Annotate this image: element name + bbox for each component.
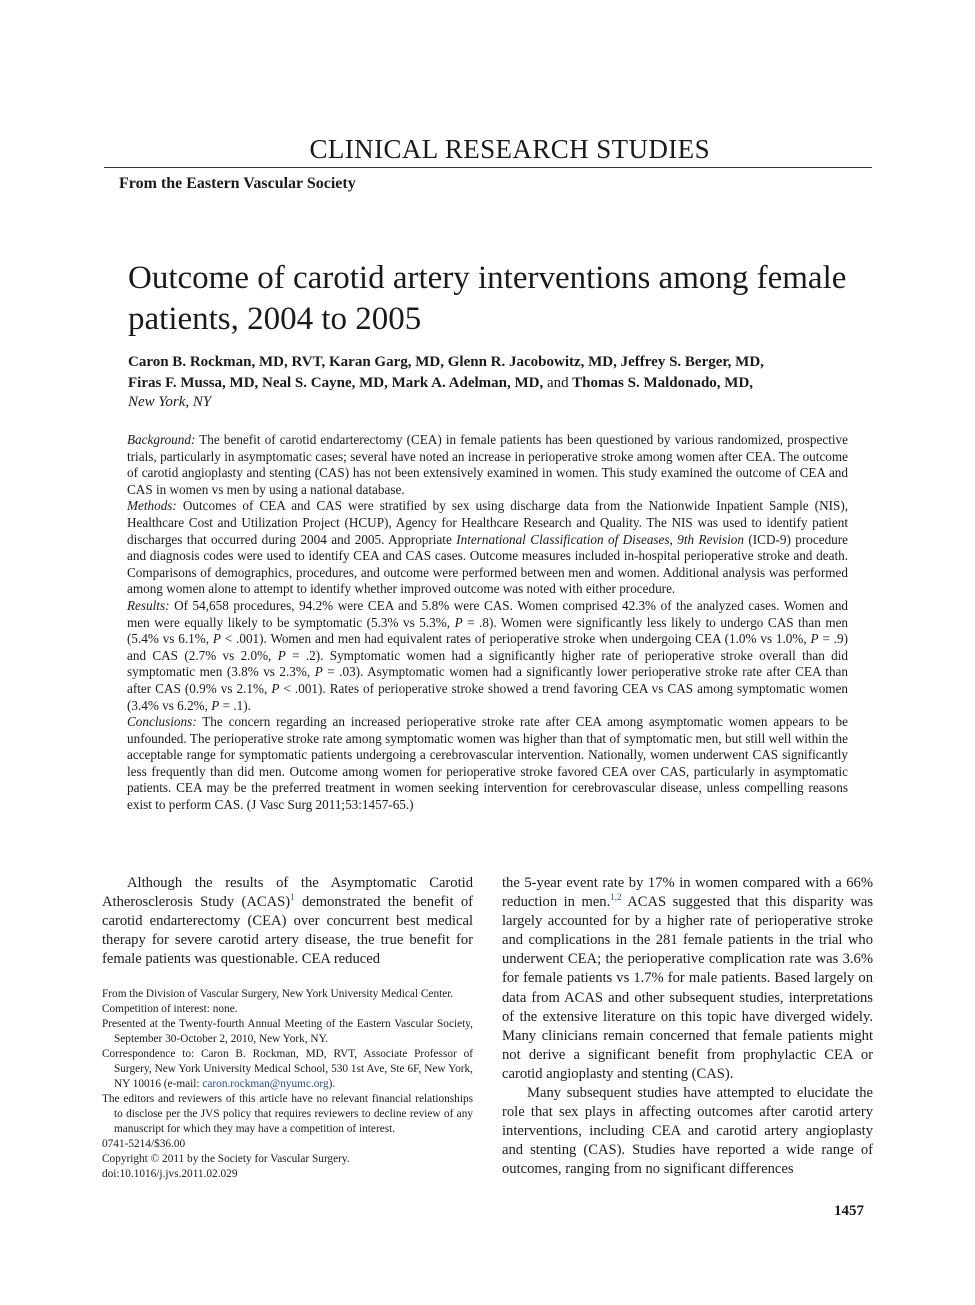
footnote-issn: 0741-5214/$36.00 xyxy=(102,1138,186,1150)
results-text-7: < .001). Rates of perioperative stroke showed a trend favoring CEA vs CAS among symptomatic women (3.4% vs 6.2%, xyxy=(127,680,849,713)
reference-link[interactable]: 1 xyxy=(290,892,295,903)
methods-text-a: Outcomes of CEA and CAS were stratified by sex using discharge data from the Nationwide Inpatient Sample (NIS), Healthcare Cost and Utilization Project (HCUP), Agency for Healthcare Research and Quality. The NIS was used to identify patient discharges that occurred during 2004 and 2005. Appropriate xyxy=(127,498,849,547)
footnote-presented: Presented at the Twenty-fourth Annual Meeting of the Eastern Vascular Society, September 30-October 2, 2010, New York, NY. xyxy=(102,1018,473,1045)
reference-link[interactable]: 1,2 xyxy=(610,892,622,903)
body-paragraph xyxy=(502,874,873,1084)
authors-line-3: Thomas S. Maldonado, MD, xyxy=(572,374,754,391)
conclusions-text: The concern regarding an increased perioperative stroke rate after CEA among asymptomatic women appears to be unfounded. The perioperative stroke rate among symptomatic women was higher than that of symptomatic men, but still well within the acceptable range for symptomatic patients undergoing a cerebrovascular intervention. Nationally, women underwent CAS significantly less frequently than did men. Outcome among women for perioperative stroke favored CEA over CAS, particularly in asymptomatic patients. CEA may be the preferred treatment in women seeking intervention for cerebrovascular disease, unless compelling reasons exist to perform CAS. xyxy=(127,714,848,813)
results-text-5: = .2). Symptomatic women had a significantly higher rate of perioperative stroke overall than did symptomatic men (3.8% vs 2.3%, xyxy=(127,647,849,680)
author-location: New York, NY xyxy=(128,394,212,410)
p-symbol: P xyxy=(454,614,463,630)
p-symbol: P xyxy=(271,680,280,696)
footnotes xyxy=(102,987,473,1182)
authors-line-1: Caron B. Rockman, MD, RVT, Karan Garg, MD, Glenn R. Jacobowitz, MD, Jeffrey S. Berger, MD, xyxy=(128,354,764,370)
body-text: ACAS suggested that this disparity was largely accounted for by a higher rate of perioperative stroke and complications in the 281 female patients in the trial who underwent CEA; the perioperative complication rate was 3.6% for female patients vs 1.7% for male patients. Based largely on data from ACAS and other subsequent studies, interpretations of the extensive literature on this topic have diverged widely. Many clinicians remain concerned that female patients might not derive a significant benefit from prophylactic CEA or carotid angioplasty and stenting (CAS). xyxy=(502,894,874,1082)
society-label: From the Eastern Vascular Society xyxy=(119,175,356,192)
body-text: demonstrated the benefit of carotid endarterectomy (CEA) over concurrent best medical therapy for severe carotid artery disease, the true benefit for female patients was questionable. CEA reduced xyxy=(102,894,473,967)
authors-and: and xyxy=(547,374,569,391)
author-list xyxy=(128,352,848,393)
conclusions-label: Conclusions: xyxy=(127,714,197,730)
article-title: Outcome of carotid artery interventions among female patients, 2004 to 2005 xyxy=(128,260,847,337)
footnote-editors: The editors and reviewers of this article have no relevant financial relationships to disclose per the JVS policy that requires reviewers to decline review of any manuscript for which they may have a competition of interest. xyxy=(102,1093,473,1135)
abstract-background xyxy=(127,432,848,498)
footnote-affiliation: From the Division of Vascular Surgery, New York University Medical Center. xyxy=(102,988,454,1000)
journal-citation: (J Vasc Surg 2011;53:1457-65.) xyxy=(246,797,414,813)
footnote-correspondence xyxy=(102,1047,473,1092)
header-rule xyxy=(104,167,872,168)
body-left-column xyxy=(102,874,473,969)
correspondence-text: Correspondence to: Caron B. Rockman, MD, RVT, Associate Professor of Surgery, New York University Medical School, 530 1st Ave, Ste 6F, New York, NY 10016 (e-mail: xyxy=(102,1048,473,1090)
body-paragraph xyxy=(102,874,473,969)
footnote-copyright: Copyright © 2011 by the Society for Vascular Surgery. xyxy=(102,1153,350,1165)
background-text: The benefit of carotid endarterectomy (CEA) in female patients has been questioned by various randomized, prospective trials, particularly in asymptomatic cases; several have noted an increase in perioperative stroke among women after CEA. The outcome of carotid angioplasty and stenting (CAS) has not been extensively examined in women. This study examined the outcome of CEA and CAS in women vs men by using a national database. xyxy=(127,432,849,497)
results-label: Results: xyxy=(127,597,170,613)
results-text-8: = .1). xyxy=(222,697,251,713)
results-text-3: < .001). Women and men had equivalent rates of perioperative stroke when undergoing CEA (1.0% vs 1.0%, xyxy=(224,631,807,647)
background-label: Background: xyxy=(127,432,196,447)
abstract-methods xyxy=(127,498,848,598)
section-heading: CLINICAL RESEARCH STUDIES xyxy=(309,134,710,164)
abstract-conclusions xyxy=(127,714,848,814)
page-number: 1457 xyxy=(834,1203,864,1219)
p-symbol: P xyxy=(211,697,220,713)
body-paragraph: Many subsequent studies have attempted to elucidate the role that sex plays in affecting outcomes after carotid artery interventions, including CEA and carotid artery angioplasty and stenting (CAS). Studies have reported a wide range of outcomes, ranging from no significant differences xyxy=(502,1085,873,1178)
p-symbol: P xyxy=(810,631,819,647)
results-text-6: = .03). Asymptomatic women had a significantly lower perioperative stroke rate after CEA than after CAS (0.9% vs 2.1%, xyxy=(127,664,848,696)
results-text-2: = .8). Women were significantly less likely to undergo CAS than men (5.4% vs 6.1%, xyxy=(127,614,849,647)
body-right-column xyxy=(502,874,873,1180)
body-text: Although the results of the Asymptomatic Carotid Atherosclerosis Study (ACAS) xyxy=(102,875,473,910)
email-link[interactable]: caron.rockman@nyumc.org xyxy=(202,1078,329,1090)
p-symbol: P xyxy=(277,647,286,663)
results-text-1: Of 54,658 procedures, 94.2% were CEA and 5.8% were CAS. Women comprised 42.3% of the analyzed cases. Women and men were equally likely to be symptomatic (5.3% vs 5.3%, xyxy=(127,597,849,630)
footnote-competition: Competition of interest: none. xyxy=(102,1003,238,1015)
footnote-doi[interactable]: doi:10.1016/j.jvs.2011.02.029 xyxy=(102,1168,238,1180)
results-text-4: = .9) and CAS (2.7% vs 2.0%, xyxy=(127,631,848,663)
abstract-results xyxy=(127,598,848,714)
correspondence-end: ). xyxy=(328,1078,336,1090)
methods-icd: International Classification of Diseases, 9th Revision xyxy=(456,531,744,547)
authors-line-2: Firas F. Mussa, MD, Neal S. Cayne, MD, Mark A. Adelman, MD, xyxy=(128,374,544,391)
methods-text-b: (ICD-9) procedure and diagnosis codes were used to identify CEA and CAS cases. Outcome measures included in-hospital perioperative stroke and death. Comparisons of demographics, procedures, and outcome were performed between men and women. Additional analysis was performed among women alone to attempt to identify whether improved outcome was noted with either procedure. xyxy=(127,531,849,597)
body-text: the 5-year event rate by 17% in women compared with a 66% reduction in men. xyxy=(502,875,873,911)
p-symbol: P xyxy=(314,664,323,680)
abstract xyxy=(127,432,848,814)
methods-label: Methods: xyxy=(127,498,177,514)
p-symbol: P xyxy=(212,631,221,647)
